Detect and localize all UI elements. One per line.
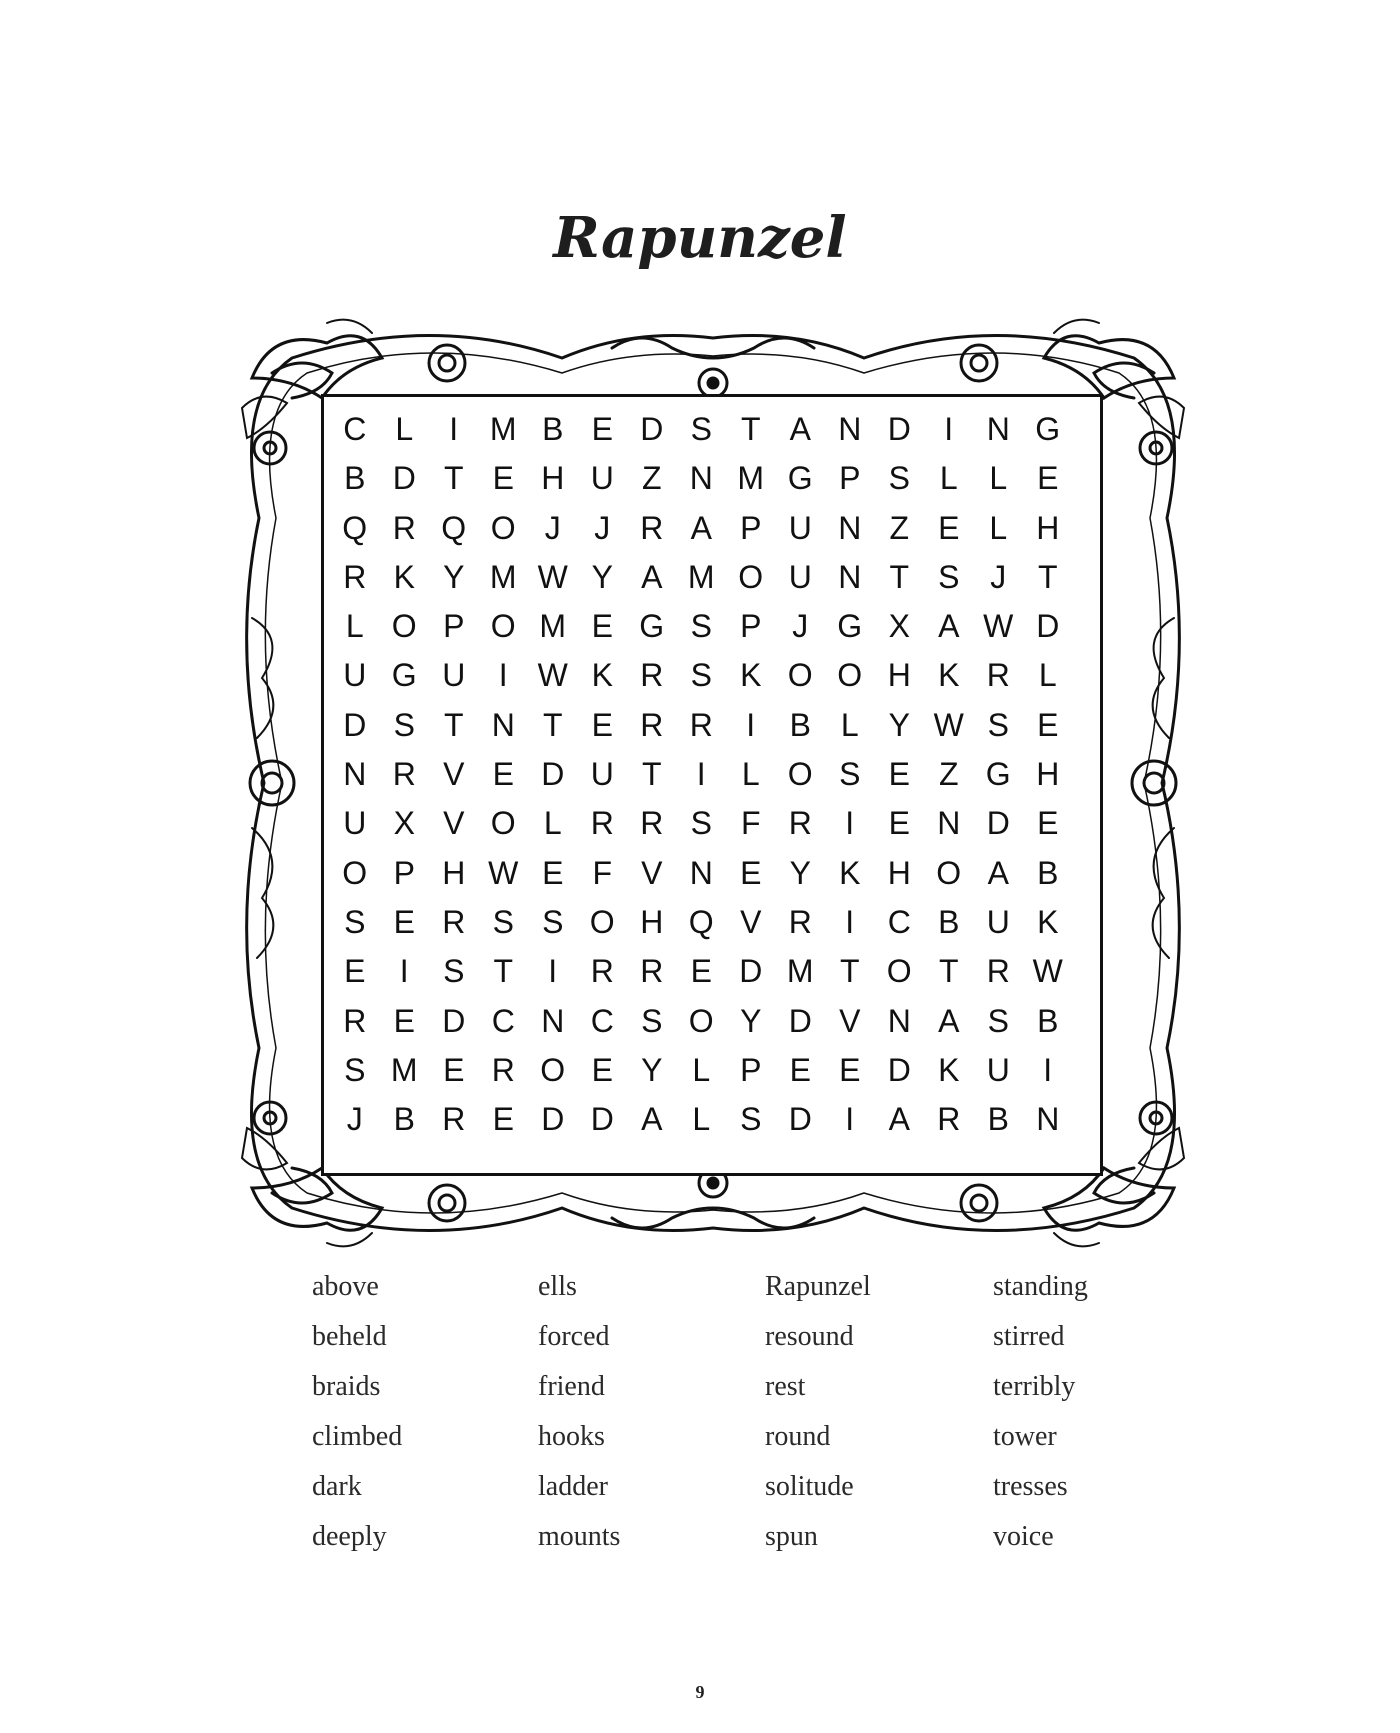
grid-letter: M — [390, 1051, 418, 1088]
grid-letter: S — [839, 756, 861, 793]
grid-letter: R — [491, 1051, 515, 1088]
grid-letter: I — [845, 805, 855, 842]
grid-letter: O — [738, 558, 764, 595]
grid-letter: Q — [688, 903, 714, 940]
grid-letter: V — [641, 854, 663, 891]
grid-letter: R — [640, 657, 664, 694]
word-list — [0, 1262, 1400, 1582]
grid-letter: E — [888, 805, 910, 842]
grid-letter: W — [488, 854, 519, 891]
grid-letter: D — [739, 953, 763, 990]
word-item: friend — [538, 1371, 605, 1402]
grid-letter: D — [986, 805, 1010, 842]
grid-letter: G — [837, 608, 863, 645]
grid-letter: T — [839, 953, 860, 990]
grid-letter: L — [989, 509, 1008, 546]
grid-letter: D — [788, 1002, 812, 1039]
grid-letter: N — [689, 854, 713, 891]
grid-letter: N — [541, 1002, 565, 1039]
grid-letter: R — [788, 805, 812, 842]
grid-letter: O — [540, 1051, 566, 1088]
grid-letter: R — [937, 1101, 961, 1138]
grid-letter: N — [1036, 1101, 1060, 1138]
grid-letter: C — [343, 411, 367, 447]
grid-letter: B — [1037, 854, 1059, 891]
grid-letter: A — [641, 558, 663, 595]
grid-letter: A — [938, 1002, 960, 1039]
grid-letter: E — [393, 1002, 415, 1039]
grid-letter: U — [343, 805, 367, 842]
grid-letter: M — [489, 411, 517, 447]
grid-letter: C — [590, 1002, 614, 1039]
grid-letter: G — [391, 657, 417, 694]
grid-letter: D — [788, 1101, 812, 1138]
grid-letter: R — [689, 706, 713, 743]
grid-letter: I — [944, 411, 954, 447]
grid-letter: B — [938, 903, 960, 940]
grid-letter: X — [888, 608, 910, 645]
grid-letter: I — [746, 706, 756, 743]
grid-letter: Y — [789, 854, 811, 891]
word-item: dark — [312, 1471, 362, 1502]
grid-letter: A — [987, 854, 1009, 891]
grid-letter: P — [393, 854, 415, 891]
grid-letter: A — [888, 1101, 910, 1138]
grid-letter: S — [938, 558, 960, 595]
grid-letter: S — [344, 1051, 366, 1088]
grid-letter: I — [449, 411, 459, 447]
grid-letter: N — [937, 805, 961, 842]
grid-letter: Q — [342, 509, 368, 546]
grid-letter: V — [443, 805, 465, 842]
grid-letter: O — [490, 805, 516, 842]
grid-letter: H — [541, 460, 565, 497]
grid-letter: S — [344, 903, 366, 940]
grid-letter: O — [787, 657, 813, 694]
grid-letter: M — [786, 953, 814, 990]
grid-letter: Y — [591, 558, 613, 595]
grid-letter: L — [395, 411, 414, 447]
grid-letter: N — [887, 1002, 911, 1039]
grid-letter: W — [1032, 953, 1063, 990]
grid-letter: J — [346, 1101, 363, 1138]
grid-letter: S — [393, 706, 415, 743]
grid-letter: D — [541, 756, 565, 793]
grid-letter: I — [498, 657, 508, 694]
grid-letter: E — [591, 1051, 613, 1088]
grid-letter: E — [591, 608, 613, 645]
word-item: forced — [538, 1321, 610, 1352]
grid-letter: U — [590, 756, 614, 793]
grid-letter: D — [1036, 608, 1060, 645]
grid-letter: I — [696, 756, 706, 793]
word-item: ladder — [538, 1471, 608, 1502]
grid-letter: K — [938, 1051, 960, 1088]
grid-letter: J — [594, 509, 611, 546]
word-item: resound — [765, 1321, 854, 1352]
word-item: voice — [993, 1521, 1054, 1552]
page-number: 9 — [695, 1682, 705, 1702]
grid-letter: V — [839, 1002, 861, 1039]
grid-letter: R — [343, 558, 367, 595]
grid-letter: B — [1037, 1002, 1059, 1039]
grid-letter: S — [987, 706, 1009, 743]
grid-letter: S — [690, 411, 712, 447]
grid-letter: D — [887, 411, 911, 447]
grid-letter: Z — [938, 756, 959, 793]
grid-letter: W — [537, 657, 568, 694]
grid-letter: T — [443, 706, 464, 743]
grid-letter: E — [888, 756, 910, 793]
grid-letter: R — [986, 953, 1010, 990]
grid-letter: S — [492, 903, 514, 940]
word-item: round — [765, 1421, 831, 1452]
grid-letter: R — [392, 509, 416, 546]
grid-letter: E — [492, 460, 514, 497]
grid-letter: D — [392, 460, 416, 497]
grid-letter: T — [938, 953, 959, 990]
grid-letter: E — [690, 953, 712, 990]
grid-letter: L — [345, 608, 364, 645]
grid-letter: B — [542, 411, 564, 447]
letter-grid — [330, 405, 1073, 1144]
grid-letter: E — [443, 1051, 465, 1088]
grid-letter: E — [542, 854, 564, 891]
grid-letter: U — [986, 903, 1010, 940]
grid-letter: N — [343, 756, 367, 793]
grid-letter: B — [344, 460, 366, 497]
grid-letter: P — [839, 460, 861, 497]
grid-letter: H — [442, 854, 466, 891]
grid-letter: I — [548, 953, 558, 990]
word-column-1 — [312, 1262, 402, 1562]
word-item: climbed — [312, 1421, 403, 1452]
grid-letter: V — [443, 756, 465, 793]
grid-letter: Z — [641, 460, 662, 497]
grid-letter: R — [640, 706, 664, 743]
grid-letter: M — [687, 558, 715, 595]
grid-letter: O — [391, 608, 417, 645]
grid-letter: R — [442, 1101, 466, 1138]
grid-letter: E — [1037, 805, 1059, 842]
grid-letter: O — [589, 903, 615, 940]
grid-letter: D — [343, 706, 367, 743]
grid-letter: G — [1035, 411, 1061, 447]
grid-letter: A — [789, 411, 811, 447]
grid-letter: S — [987, 1002, 1009, 1039]
grid-letter: L — [989, 460, 1008, 497]
word-item: rest — [765, 1371, 806, 1402]
grid-letter: G — [985, 756, 1011, 793]
grid-letter: P — [740, 608, 762, 645]
grid-letter: Y — [888, 706, 910, 743]
grid-letter: O — [490, 509, 516, 546]
grid-letter: K — [740, 657, 762, 694]
grid-letter: P — [740, 509, 762, 546]
grid-letter: T — [443, 460, 464, 497]
word-item: tresses — [993, 1471, 1068, 1502]
grid-letter: V — [740, 903, 762, 940]
grid-letter: S — [443, 953, 465, 990]
grid-letter: Y — [443, 558, 465, 595]
grid-letter: R — [343, 1002, 367, 1039]
grid-letter: L — [741, 756, 760, 793]
grid-letter: R — [640, 953, 664, 990]
grid-letter: E — [344, 953, 366, 990]
grid-letter: E — [492, 756, 514, 793]
grid-letter: E — [789, 1051, 811, 1088]
grid-letter: I — [845, 1101, 855, 1138]
grid-letter: B — [789, 706, 811, 743]
word-column-3 — [765, 1262, 871, 1562]
grid-letter: A — [938, 608, 960, 645]
grid-letter: B — [393, 1101, 415, 1138]
grid-letter: J — [990, 558, 1007, 595]
word-item: standing — [993, 1271, 1088, 1302]
grid-letter: A — [641, 1101, 663, 1138]
word-item: tower — [993, 1421, 1057, 1452]
grid-letter: U — [788, 558, 812, 595]
grid-letter: C — [887, 903, 911, 940]
grid-letter: U — [442, 657, 466, 694]
grid-letter: W — [933, 706, 964, 743]
grid-letter: K — [938, 657, 960, 694]
grid-letter: N — [689, 460, 713, 497]
grid-letter: S — [740, 1101, 762, 1138]
grid-letter: I — [399, 953, 409, 990]
grid-letter: Y — [740, 1002, 762, 1039]
grid-letter: G — [787, 460, 813, 497]
word-item: spun — [765, 1521, 818, 1552]
grid-letter: T — [641, 756, 662, 793]
grid-letter: R — [590, 805, 614, 842]
grid-letter: L — [692, 1101, 711, 1138]
grid-letter: E — [492, 1101, 514, 1138]
grid-letter: L — [1038, 657, 1057, 694]
grid-letter: R — [788, 903, 812, 940]
grid-letter: H — [887, 854, 911, 891]
grid-letter: D — [442, 1002, 466, 1039]
grid-letter: N — [838, 509, 862, 546]
grid-letter: Y — [641, 1051, 663, 1088]
grid-letter: O — [886, 953, 912, 990]
grid-letter: W — [983, 608, 1014, 645]
grid-letter: U — [788, 509, 812, 546]
grid-letter: L — [939, 460, 958, 497]
grid-letter: E — [1037, 706, 1059, 743]
grid-letter: A — [690, 509, 712, 546]
grid-letter: T — [1037, 558, 1058, 595]
grid-letter: B — [987, 1101, 1009, 1138]
grid-letter: I — [845, 903, 855, 940]
word-item: ells — [538, 1271, 577, 1302]
grid-letter: N — [491, 706, 515, 743]
grid-letter: N — [838, 411, 862, 447]
page-title: Rapunzel — [553, 205, 847, 271]
grid-letter: J — [544, 509, 561, 546]
grid-letter: T — [889, 558, 910, 595]
word-item: mounts — [538, 1521, 621, 1552]
grid-letter: R — [986, 657, 1010, 694]
grid-letter: D — [640, 411, 664, 447]
grid-letter: U — [590, 460, 614, 497]
grid-letter: M — [737, 460, 765, 497]
grid-letter: U — [986, 1051, 1010, 1088]
grid-letter: Z — [889, 509, 910, 546]
word-item: braids — [312, 1371, 381, 1402]
grid-letter: H — [640, 903, 664, 940]
grid-letter: T — [740, 411, 761, 447]
word-column-4 — [993, 1262, 1088, 1562]
grid-letter: E — [393, 903, 415, 940]
grid-letter: O — [688, 1002, 714, 1039]
grid-letter: H — [1036, 756, 1060, 793]
grid-letter: X — [393, 805, 415, 842]
grid-letter: R — [590, 953, 614, 990]
grid-letter: O — [490, 608, 516, 645]
word-item: Rapunzel — [765, 1271, 871, 1302]
grid-letter: O — [837, 657, 863, 694]
grid-letter: E — [591, 706, 613, 743]
grid-letter: R — [640, 805, 664, 842]
grid-letter: E — [839, 1051, 861, 1088]
grid-letter: O — [342, 854, 368, 891]
grid-letter: R — [392, 756, 416, 793]
word-item: solitude — [765, 1471, 854, 1502]
grid-letter: S — [888, 460, 910, 497]
grid-letter: Q — [441, 509, 467, 546]
grid-letter: F — [740, 805, 761, 842]
grid-letter: L — [543, 805, 562, 842]
word-item: hooks — [538, 1421, 605, 1452]
grid-letter: G — [639, 608, 665, 645]
grid-letter: H — [1036, 509, 1060, 546]
word-item: terribly — [993, 1371, 1076, 1402]
grid-letter: D — [887, 1051, 911, 1088]
grid-letter: J — [792, 608, 809, 645]
grid-letter: S — [690, 608, 712, 645]
grid-letter: L — [840, 706, 859, 743]
grid-letter: C — [491, 1002, 515, 1039]
grid-letter: D — [590, 1101, 614, 1138]
grid-letter: F — [592, 854, 613, 891]
grid-letter: K — [393, 558, 415, 595]
grid-letter: N — [838, 558, 862, 595]
grid-letter: E — [1037, 460, 1059, 497]
grid-letter: L — [692, 1051, 711, 1088]
grid-letter: I — [1043, 1051, 1053, 1088]
grid-letter: K — [839, 854, 861, 891]
grid-letter: R — [640, 509, 664, 546]
grid-letter: K — [591, 657, 613, 694]
grid-letter: D — [541, 1101, 565, 1138]
grid-letter: E — [591, 411, 613, 447]
grid-letter: E — [938, 509, 960, 546]
word-item: stirred — [993, 1321, 1065, 1352]
grid-letter: W — [537, 558, 568, 595]
grid-letter: T — [493, 953, 514, 990]
grid-letter: R — [442, 903, 466, 940]
grid-letter: E — [740, 854, 762, 891]
grid-letter: S — [542, 903, 564, 940]
word-column-2 — [538, 1262, 620, 1562]
word-item: beheld — [312, 1321, 387, 1352]
grid-letter: S — [690, 805, 712, 842]
grid-letter: S — [690, 657, 712, 694]
grid-letter: K — [1037, 903, 1059, 940]
grid-letter: S — [641, 1002, 663, 1039]
grid-letter: T — [542, 706, 563, 743]
grid-letter: M — [539, 608, 567, 645]
grid-letter: M — [489, 558, 517, 595]
grid-letter: U — [343, 657, 367, 694]
grid-letter: P — [443, 608, 465, 645]
word-item: above — [312, 1271, 379, 1302]
grid-letter: O — [787, 756, 813, 793]
grid-letter: O — [936, 854, 962, 891]
grid-letter: H — [887, 657, 911, 694]
word-item: deeply — [312, 1521, 387, 1552]
grid-letter: N — [986, 411, 1010, 447]
grid-letter: P — [740, 1051, 762, 1088]
